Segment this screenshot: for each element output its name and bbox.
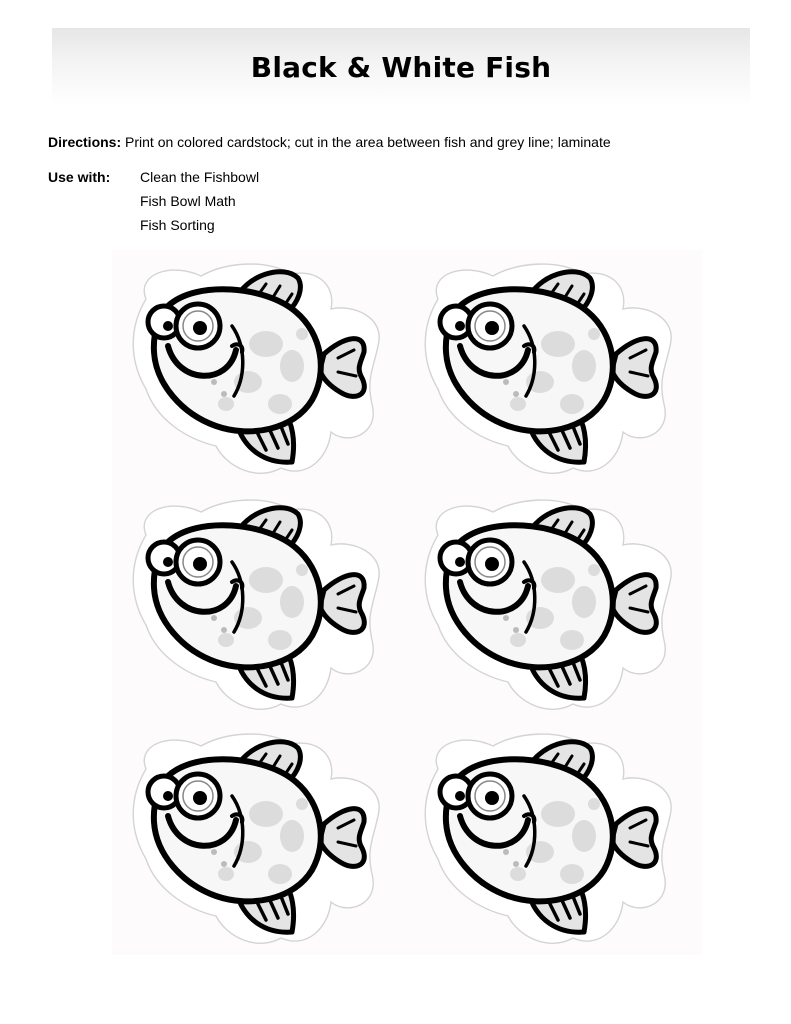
fish-card — [116, 724, 386, 954]
title-banner — [52, 28, 750, 106]
fish-icon — [116, 490, 386, 720]
use-with-list — [140, 169, 259, 241]
use-with-item: Fish Sorting — [140, 217, 215, 233]
fish-card — [408, 490, 678, 720]
use-with — [48, 169, 259, 241]
directions-text: Print on colored cardstock; cut in the area between fish and grey line; laminate — [125, 134, 611, 150]
fish-card — [116, 254, 386, 484]
directions-label: Directions: — [48, 134, 122, 150]
directions — [48, 134, 768, 150]
use-with-item: Clean the Fishbowl — [140, 169, 260, 185]
use-with-item: Fish Bowl Math — [140, 193, 236, 209]
fish-grid — [112, 250, 702, 955]
fish-icon — [408, 724, 678, 954]
fish-card — [116, 490, 386, 720]
fish-card — [408, 254, 678, 484]
fish-icon — [116, 724, 386, 954]
use-with-label: Use with: — [48, 169, 111, 185]
fish-icon — [408, 254, 678, 484]
page-title: Black & White Fish — [250, 50, 552, 84]
fish-icon — [408, 490, 678, 720]
fish-icon — [116, 254, 386, 484]
fish-card — [408, 724, 678, 954]
